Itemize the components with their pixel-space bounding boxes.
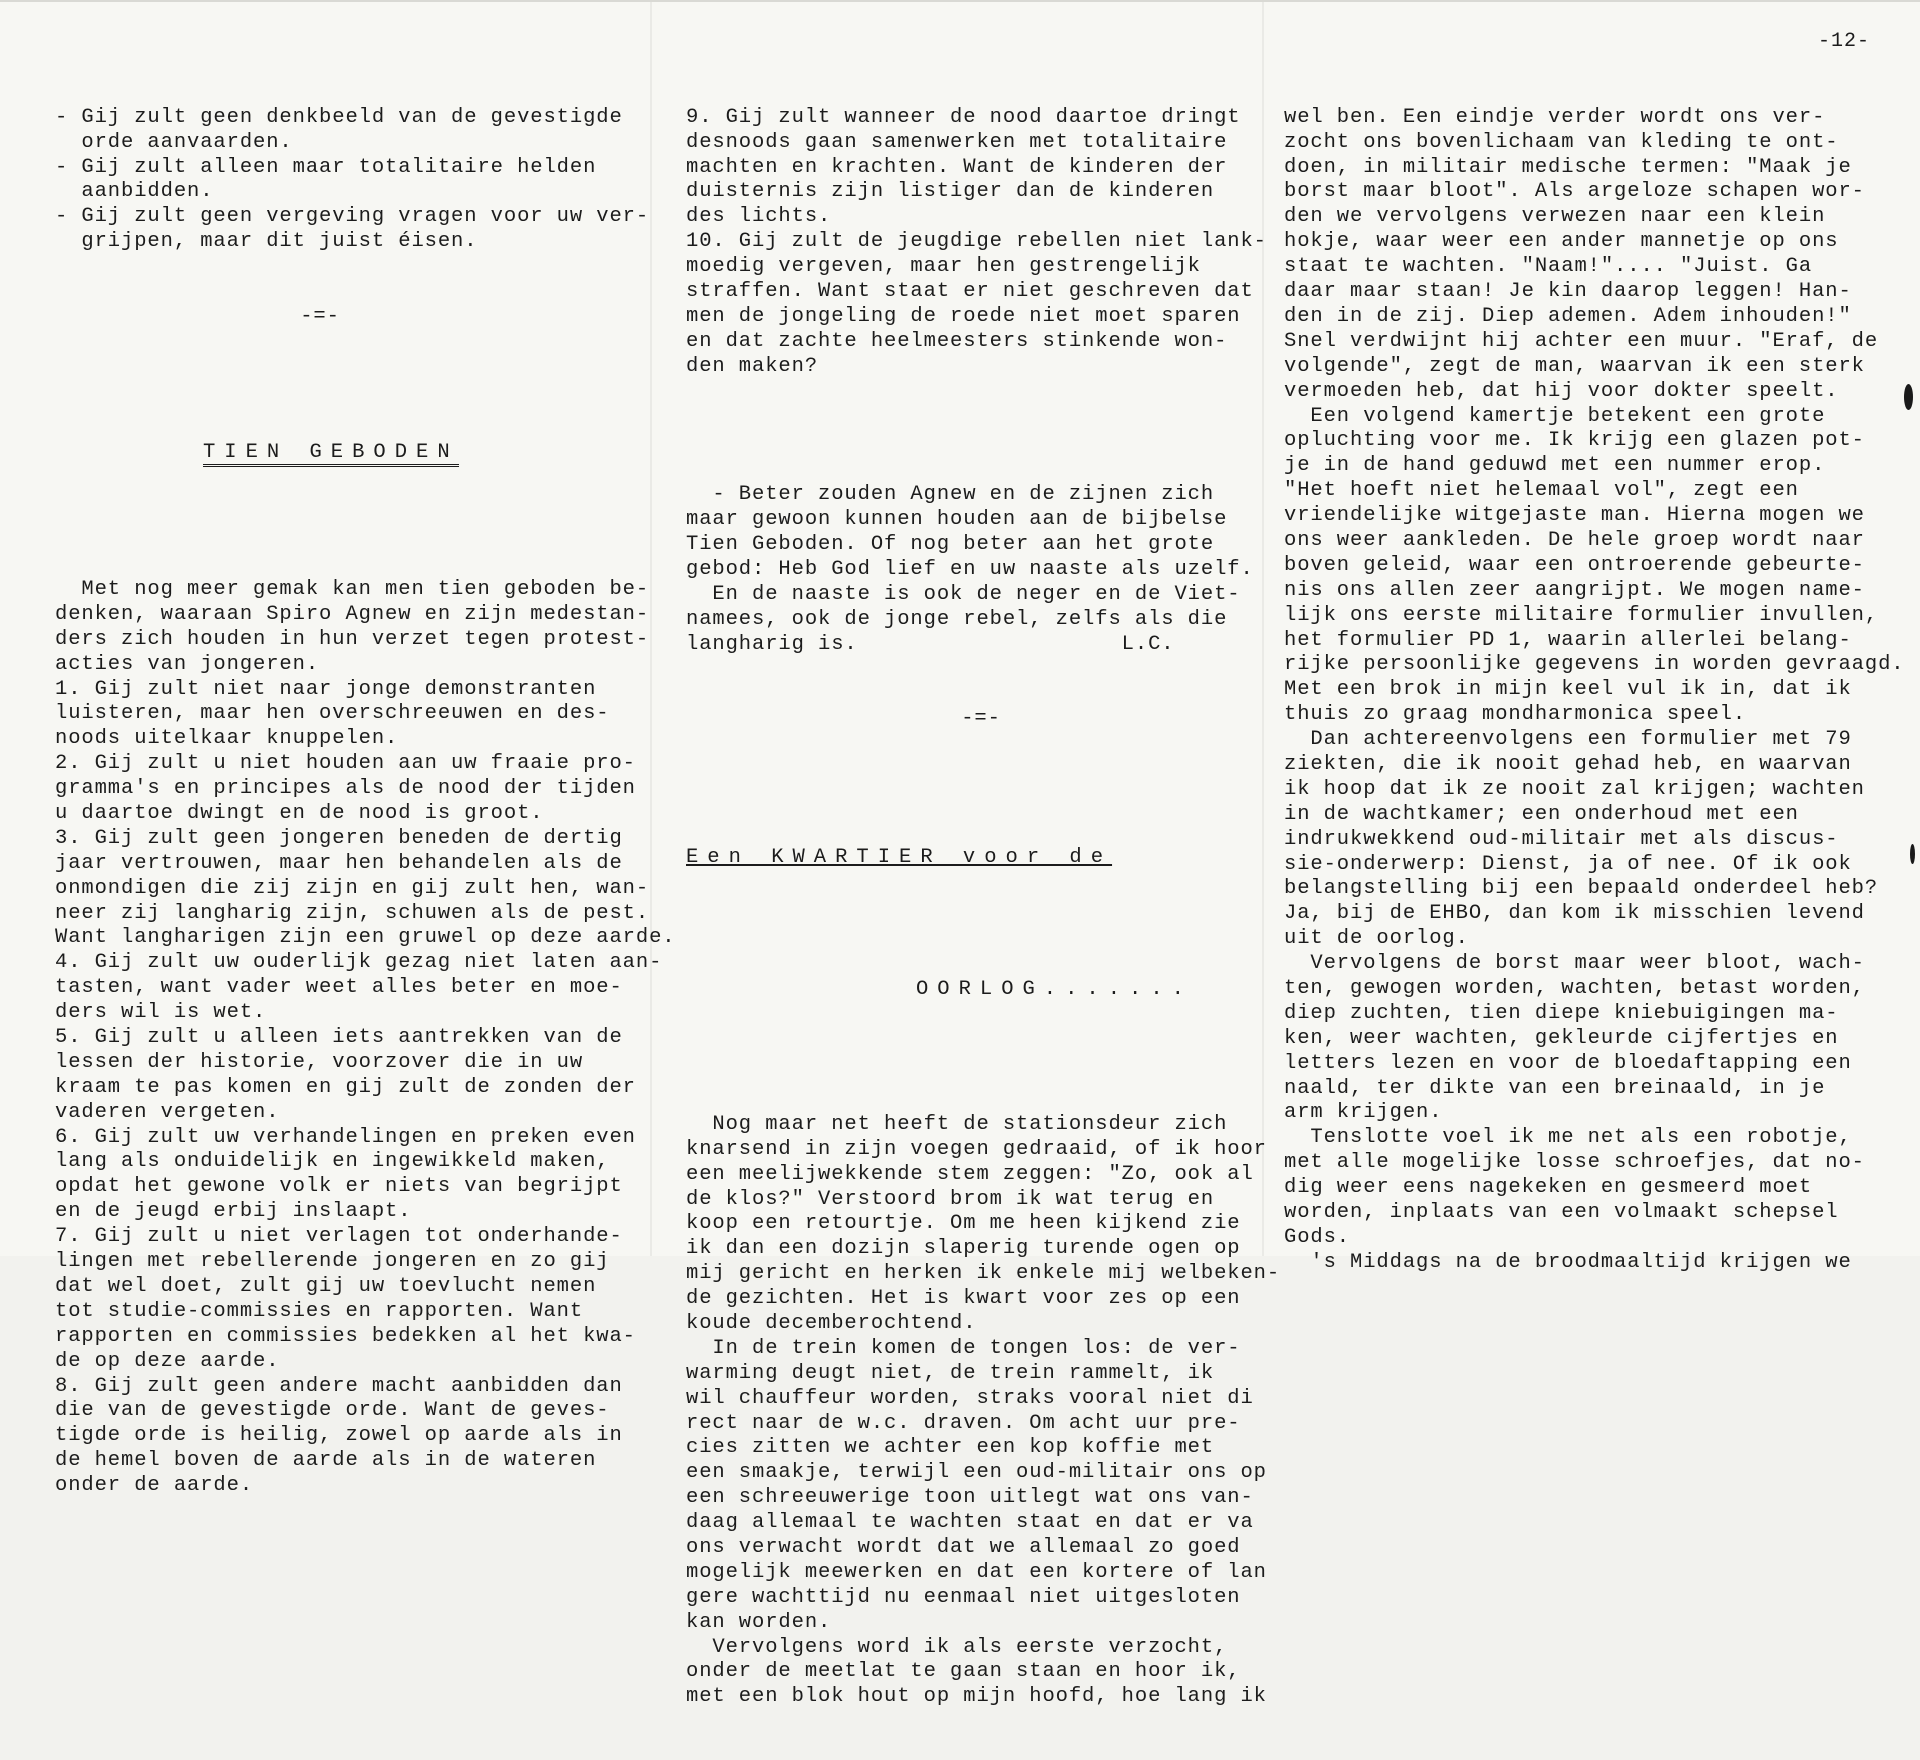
text-line: 6. Gij zult uw verhandelingen en preken even — [55, 1125, 636, 1149]
text-line: dat wel doet, zult gij uw toevlucht nemen — [55, 1274, 597, 1298]
text-line: lingen met rebellerende jongeren en zo gij — [55, 1250, 610, 1274]
text-line: worden, inplaats van een volmaakt schepsel — [1284, 1201, 1839, 1224]
text-line: onder de aarde. — [55, 1474, 254, 1498]
text-line: doen, in militair medische termen: "Maak je — [1284, 155, 1852, 179]
text-line: mogelijk meewerken en dat een kortere of lan — [686, 1560, 1267, 1584]
text-line: gere wachttijd nu eenmaal niet uitgesloten — [686, 1585, 1241, 1609]
text-line: straffen. Want staat er niet geschreven dat — [686, 280, 1254, 304]
text-line: koop een retourtje. Om me heen kijkend zie — [686, 1212, 1241, 1236]
text-line: mij gericht en herken ik enkele mij welbeken- — [686, 1262, 1281, 1286]
text-line: vriendelijke witgejaste man. Hierna mogen we — [1284, 504, 1865, 528]
separator: -=- — [961, 707, 1001, 731]
text-line: gramma's en principes als de nood der tijden — [55, 777, 636, 801]
text-line: de klos?" Verstoord brom ik wat terug en — [686, 1187, 1215, 1211]
text-line: 's Middags na de broodmaaltijd krijgen we — [1284, 1250, 1852, 1274]
text-line: In de trein komen de tongen los: de ver- — [686, 1336, 1241, 1360]
text-line: 4. Gij zult uw ouderlijk gezag niet laten aan- — [55, 951, 663, 975]
text-line: Met nog meer gemak kan men tien geboden be- — [55, 578, 650, 601]
text-line: een meelijwekkende stem zeggen: "Zo, ook al — [686, 1162, 1254, 1186]
text-line: tigde orde is heilig, zowel op aarde als in — [55, 1424, 623, 1448]
text-line: ken, weer wachten, gekleurde cijfertjes en — [1284, 1026, 1839, 1050]
text-line: - Beter zouden Agnew en de zijnen zich — [686, 483, 1215, 507]
text-line: duisternis zijn listiger dan de kinderen — [686, 180, 1215, 204]
text-line: noods uitelkaar knuppelen. — [55, 727, 399, 751]
text-line: - Gij zult geen vergeving vragen voor uw ver- — [55, 205, 650, 229]
text-line: kraam te pas komen en gij zult de zonden der — [55, 1075, 636, 1099]
text-line: een smaakje, terwijl een oud-militair ons op — [686, 1461, 1267, 1485]
text-line: neer zij langharig zijn, schuwen als de pest. — [55, 901, 650, 925]
text-line: maar gewoon kunnen houden aan de bijbelse — [686, 508, 1228, 532]
text-line: een schreeuwerige toon uitlegt wat ons van- — [686, 1486, 1254, 1510]
punch-hole — [1910, 844, 1915, 864]
text-line: lang als onduidelijk en ingewikkeld maken, — [55, 1150, 610, 1174]
text-line: ten, gewogen worden, wachten, betast worden, — [1284, 976, 1865, 1000]
text-line: borst maar bloot". Als argeloze schapen wor- — [1284, 180, 1865, 204]
column-3 — [1284, 56, 1905, 1325]
text-line: hokje, waar weer een ander mannetje op ons — [1284, 230, 1839, 254]
text-line: lijk ons eerste militaire formulier invullen, — [1284, 603, 1879, 627]
text-line: ik dan een dozijn slaperig turende ogen op — [686, 1237, 1241, 1261]
text-line: den we vervolgens verwezen naar een klein — [1284, 205, 1826, 229]
text-line: opdat het gewone volk er niets van begrijpt — [55, 1175, 623, 1199]
text-line: den in de zij. Diep ademen. Adem inhouden!" — [1284, 304, 1852, 328]
kwartier-article-continued — [1284, 106, 1905, 1276]
text-line: ziekten, die ik nooit gehad heb, en waarvan — [1284, 752, 1852, 776]
text-line: arm krijgen. — [1284, 1101, 1443, 1125]
text-line: wel ben. Een eindje verder wordt ons ver- — [1284, 105, 1826, 129]
text-line: die van de gevestigde orde. Want de geves- — [55, 1399, 610, 1423]
text-line: Dan achtereenvolgens een formulier met 79 — [1284, 728, 1852, 752]
text-line: ons weer aankleden. De hele groep wordt naar — [1284, 528, 1865, 552]
text-line: het formulier PD 1, waarin allerlei belang- — [1284, 628, 1852, 652]
text-line: daag allemaal te wachten staat en dat er va — [686, 1511, 1254, 1535]
text-line: - Gij zult alleen maar totalitaire helden — [55, 155, 597, 179]
text-line: orde aanvaarden. — [55, 130, 293, 154]
text-line: en dat zachte heelmeesters stinkende won- — [686, 329, 1228, 353]
text-line: daar maar staan! Je kin daarop leggen! Han- — [1284, 280, 1852, 304]
text-line: en de jeugd erbij inslaapt. — [55, 1200, 412, 1224]
text-line: En de naaste is ook de neger en de Viet- — [686, 582, 1241, 606]
text-line: gebod: Heb God lief en uw naaste als uzelf. — [686, 557, 1254, 581]
text-line: uit de oorlog. — [1284, 927, 1469, 951]
text-line: vaderen vergeten. — [55, 1100, 280, 1124]
punch-hole — [1904, 384, 1913, 410]
text-line: moedig vergeven, maar hen gestrengelijk — [686, 255, 1201, 279]
text-line: onder de meetlat te gaan staan en hoor ik, — [686, 1660, 1241, 1684]
text-line: aanbidden. — [55, 180, 214, 204]
text-line: - Gij zult geen denkbeeld van de gevestigde — [55, 105, 623, 129]
text-line: Tien Geboden. Of nog beter aan het grote — [686, 533, 1215, 557]
column-1 — [55, 56, 676, 1549]
text-line: ders wil is wet. — [55, 1001, 267, 1025]
tien-geboden-text — [55, 578, 676, 1499]
text-line: thuis zo graag mondharmonica speel. — [1284, 703, 1747, 727]
text-line: vermoeden heb, dat hij voor dokter speelt. — [1284, 379, 1839, 403]
separator: -=- — [300, 304, 340, 328]
text-line: tot studie-commissies en rapporten. Want — [55, 1299, 584, 1323]
text-line: nis ons allen zeer aangrijpt. We mogen name- — [1284, 578, 1865, 602]
text-line: machten en krachten. Want de kinderen der — [686, 155, 1228, 179]
column-2 — [686, 56, 1280, 1760]
text-line: acties van jongeren. — [55, 652, 320, 676]
text-line: onmondigen die zij zijn en gij zult hen, wan- — [55, 876, 650, 900]
text-line: naald, ter dikte van een breinaald, in je — [1284, 1076, 1826, 1100]
closing-paragraph — [686, 483, 1280, 657]
text-line: Tenslotte voel ik me net als een robotje, — [1284, 1126, 1852, 1150]
text-line: dig weer eens nagekeken en gesmeerd moet — [1284, 1176, 1813, 1200]
text-line: met alle mogelijke losse schroefjes, dat no- — [1284, 1151, 1865, 1175]
text-line: belangstelling bij een bepaald onderdeel heb? — [1284, 877, 1879, 901]
text-line: Met een brok in mijn keel vul ik in, dat ik — [1284, 678, 1852, 702]
text-line: ons verwacht wordt dat we allemaal zo goed — [686, 1535, 1241, 1559]
text-line: volgende", zegt de man, waarvan ik een sterk — [1284, 354, 1865, 378]
text-line: de hemel boven de aarde als in de wateren — [55, 1449, 597, 1473]
text-line: Ja, bij de EHBO, dan kom ik misschien levend — [1284, 902, 1865, 926]
text-line: 8. Gij zult geen andere macht aanbidden dan — [55, 1374, 623, 1398]
text-line: langharig is. L.C. — [686, 632, 1175, 656]
text-line: cies zitten we achter een kop koffie met — [686, 1436, 1215, 1460]
commandments-continued — [686, 106, 1280, 380]
text-line: den maken? — [686, 354, 819, 378]
text-line: Want langharigen zijn een gruwel op deze aarde. — [55, 926, 676, 950]
text-line: kan worden. — [686, 1610, 832, 1634]
text-line: boven geleid, waar een ontroerende gebeurte- — [1284, 553, 1865, 577]
text-line: in de wachtkamer; een onderhoud met een — [1284, 802, 1799, 826]
article-heading-line1: Een KWARTIER voor de — [686, 845, 1113, 869]
text-line: diep zuchten, tien diepe kniebuigingen ma- — [1284, 1001, 1839, 1025]
text-line: 7. Gij zult u niet verlagen tot onderhande- — [55, 1225, 623, 1249]
section-heading-tien-geboden: TIEN GEBODEN — [203, 441, 459, 467]
kwartier-article-text — [686, 1113, 1280, 1710]
text-line: des lichts. — [686, 205, 832, 229]
text-line: Een volgend kamertje betekent een grote — [1284, 404, 1826, 428]
text-line: ders zich houden in hun verzet tegen protest- — [55, 627, 650, 651]
text-line: luisteren, maar hen overschreeuwen en des- — [55, 702, 610, 726]
text-line: Gods. — [1284, 1225, 1351, 1249]
text-line: 9. Gij zult wanneer de nood daartoe dringt — [686, 105, 1241, 129]
text-line: "Het hoeft niet helemaal vol", zegt een — [1284, 479, 1799, 503]
text-line: 1. Gij zult niet naar jonge demonstranten — [55, 677, 597, 701]
article-heading-line2: OORLOG....... — [916, 978, 1193, 1002]
text-line: rect naar de w.c. draven. Om acht uur pre- — [686, 1411, 1241, 1435]
text-line: letters lezen en voor de bloedaftapping een — [1284, 1051, 1852, 1075]
text-line: grijpen, maar dit juist éisen. — [55, 230, 478, 254]
text-line: staat te wachten. "Naam!".... "Juist. Ga — [1284, 255, 1813, 279]
text-line: Vervolgens de borst maar weer bloot, wach- — [1284, 952, 1865, 976]
text-line: koude decemberochtend. — [686, 1311, 977, 1335]
text-line: Vervolgens word ik als eerste verzocht, — [686, 1635, 1228, 1659]
text-line: ik hoop dat ik ze nooit zal krijgen; wachten — [1284, 777, 1865, 801]
intro-list — [55, 106, 676, 255]
text-line: sie-onderwerp: Dienst, ja of nee. Of ik ook — [1284, 852, 1852, 876]
text-line: 5. Gij zult u alleen iets aantrekken van de — [55, 1026, 623, 1050]
text-line: wil chauffeur worden, straks vooral niet di — [686, 1386, 1254, 1410]
text-line: de gezichten. Het is kwart voor zes op een — [686, 1287, 1241, 1311]
text-line: tasten, want vader weet alles beter en moe- — [55, 976, 623, 1000]
text-line: knarsend in zijn voegen gedraaid, of ik hoor — [686, 1137, 1267, 1161]
text-line: 3. Gij zult geen jongeren beneden de dertig — [55, 826, 623, 850]
text-line: rapporten en commissies bedekken al het kwa- — [55, 1324, 636, 1348]
text-line: je in de hand geduwd met een nummer erop. — [1284, 454, 1826, 478]
text-line: Nog maar net heeft de stationsdeur zich — [686, 1112, 1228, 1136]
text-line: warming deugt niet, de trein rammelt, ik — [686, 1361, 1215, 1385]
text-line: opluchting voor me. Ik krijg een glazen pot- — [1284, 429, 1865, 453]
text-line: zocht ons bovenlichaam van kleding te ont- — [1284, 130, 1839, 154]
text-line: desnoods gaan samenwerken met totalitaire — [686, 130, 1228, 154]
text-line: de op deze aarde. — [55, 1349, 280, 1373]
text-line: met een blok hout op mijn hoofd, hoe lang ik — [686, 1685, 1267, 1709]
text-line: denken, waaraan Spiro Agnew en zijn medestan- — [55, 602, 650, 626]
text-line: 2. Gij zult u niet houden aan uw fraaie pro- — [55, 752, 636, 776]
text-line: indrukwekkend oud-militair met als discus- — [1284, 827, 1839, 851]
text-line: rijke persoonlijke gegevens in worden gevraagd. — [1284, 653, 1905, 677]
text-line: Snel verdwijnt hij achter een muur. "Eraf, de — [1284, 329, 1879, 353]
text-line: 10. Gij zult de jeugdige rebellen niet lank- — [686, 230, 1267, 254]
page-number: -12- — [1818, 30, 1871, 53]
text-line: lessen der historie, voorzover die in uw — [55, 1050, 584, 1074]
text-line: u daartoe dwingt en de nood is groot. — [55, 802, 544, 826]
text-line: men de jongeling de roede niet moet sparen — [686, 304, 1241, 328]
text-line: jaar vertrouwen, maar hen behandelen als de — [55, 851, 623, 875]
text-line: namees, ook de jonge rebel, zelfs als die — [686, 607, 1228, 631]
